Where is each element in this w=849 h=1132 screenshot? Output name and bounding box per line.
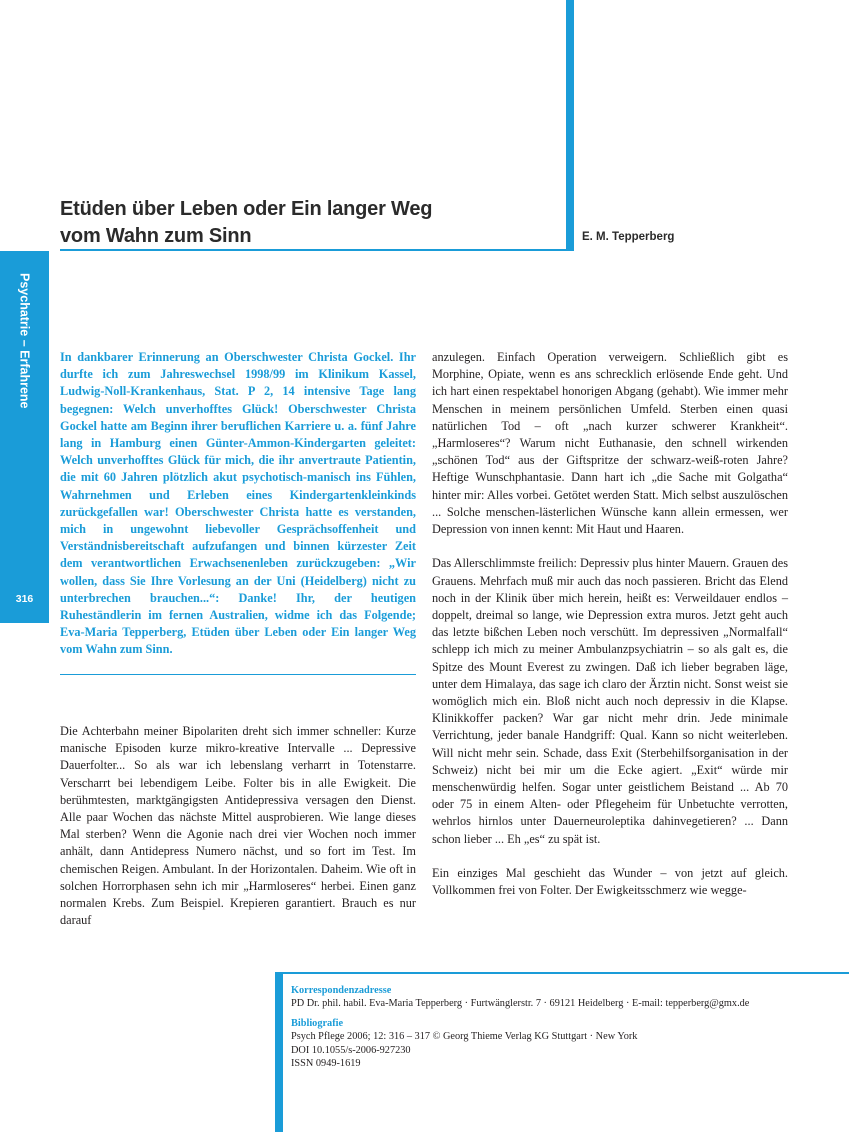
footer-accent-bar [275,972,283,1132]
footer-info [291,984,831,1070]
body-paragraph: Das Allerschlimmste freilich: Depressiv plus hinter Mauern. Grauen des Grauens. Mehrfach muß mir auch das noch passieren. Bricht das Elend noch in der Klinik über mich herein, heißt es: Verweildauer endlos – doppelt, dreimal so lange, wie Depression extra muros. Jetzt geht auch das letzte bißchen Leben noch verschütt. Im depressiven „Normalfall“ schlepp ich mich zu meiner Ambulanzpsychiatrin – so als galt es, die Spitze des Mount Everest zu zwingen. Daß ich lieber begraben läge, unter dem Himalaya, das sage ich claro der Ärztin nicht. Sonst weist sie womöglich mich ein. Bloß nicht auch noch depressiv in die Klapse. Klinikkoffer packen? War gar nicht mehr drin. Jede minimale Verrichtung, jeder banale Handgriff: Qual. Kann so nicht weiterleben. Will nicht mehr sein. Schade, dass Exit (Sterbehilfsorganisation in der Schweiz) nicht bei mir um die Ecke agiert. „Exit“ würde mir menschenwürdig helfen. Sogar unter geistlichem Beistand ... Ab 70 oder 75 in einem Alten- oder Pflegeheim für Unbetuchte verrotten, wehrlos hirnlos unter Dauerneuroleptika dahinvegetieren? ... Dann schon lieber ... Eh „es“ zu spät ist. [432,556,788,846]
correspondence-address: PD Dr. phil. habil. Eva-Maria Tepperberg · Furtwänglerstr. 7 · 69121 Heidelberg · E-mail: tepperberg@gmx.de [291,998,750,1010]
author-name: E. M. Tepperberg [582,231,675,243]
correspondence-heading: Korrespondenzadresse [291,985,392,996]
abstract-divider [60,674,416,675]
page-number: 316 [15,593,34,605]
footer-divider [275,972,849,974]
body-left-paragraph: Die Achterbahn meiner Bipolariten dreht sich immer schneller: Kurze manische Episoden kurze mikro-kreative Intervalle ... Depressive Dauerfolter... So als war ich lebenslang verharrt in Totenstarre. Verscharrt bei lebendigem Leibe. Folter bis in alle Ewigkeit. Die berühmtesten, marktgängigsten Antidepressiva versagen den Dienst. Alle paar Wochen das nächste Mittel ausprobieren. Wie lange dieses Mal sterben? Wenn die Agonie nach drei vier Wochen noch immer anhält, dann Antidepress Numero nächst, und so fort im Test. Im chemischen Reigen. Ambulant. In der Horizontalen. Daheim. Wie oft in solchen Horrorphasen sehn ich mir „Harmloseres“ herbei. Einen ganz normalen Krebs. Zum Beispiel. Krepieren garantiert. Brauch es nur darauf [60,724,416,928]
body-paragraph: Ein einziges Mal geschieht das Wunder – von jetzt auf gleich. Vollkommen frei von Folter. Der Ewigkeitsschmerz wie wegge- [432,866,788,898]
abstract: In dankbarer Erinnerung an Oberschwester Christa Gockel. Ihr durfte ich zum Jahreswechsel 1998/99 im Klinikum Kassel, Ludwig-Noll-Krankenhaus, Stat. P 2, 14 intensive Tage lang begegnen: Welch unverhofftes Glück! Oberschwester Christa Gockel hatte am Beginn ihrer beruflichen Karriere u. a. fünf Jahre lang in Hamburg einen Günter-Ammon-Kindergarten geleitet: Welch unverhofftes Glück für mich, die ihr anvertraute Patientin, die mit 60 Jahren plötzlich akut psychotisch-manisch ins Fühlen, Wahrnehmen und Erleben eines Kindergartenkleinkinds zurückgefallen war! Oberschwester Christa hatte es verstanden, mich in ungewohnt liebevoller Gesprächsoffenheit und Verständnisbereitschaft aufzufangen und binnen kürzester Zeit dem verantwortlichen Erwachsenenleben zurückzugeben: „Wir wollen, dass Sie Ihre Vorlesung an der Uni (Heidelberg) nicht zu unterbrechen brauchen...“: Danke! Ihr, der heutigen Ruheständlerin im fernen Australien, widme ich das Folgende; Eva-Maria Tepperberg, Etüden über Leben oder Ein langer Weg vom Wahn zum Sinn. [60,350,416,657]
bibliography-heading: Bibliografie [291,1017,344,1029]
article-title: Etüden über Leben oder Ein langer Weg vom Wahn zum Sinn [60,198,433,247]
body-paragraph: anzulegen. Einfach Operation verweigern. Schließlich gibt es Morphine, Opiate, wenn es ans schrecklich erlösende Ende geht. Und ich hart einen respektabel honorigen Abgang (gehabt). Wie immer mehr Menschen in meinem persönlichen Umfeld. Sterben einen quasi natürlichen Tod – oft „nach kurzer schwerer Krankheit“. „Harmloseres“? Warum nicht Euthanasie, den schnell wirkenden „schönen Tod“ aus der Giftspritze der schwarz-weiß-roten Jahre? Heftige Wunschphantasie. Dann hart ich „die Sache mit Golgatha“ hinter mir: Alles vorbei. Getötet werden Statt. Mich selbst auszulöschen ... Solche menschen-lästerlichen Wünsche kann allein ermessen, wer Depression von innen kennt: Mit Haut und Haaren. [432,350,788,537]
bibliography-doi: DOI 10.1055/s-2006-927230 [291,1044,411,1056]
section-label: Psychatrie – Erfahrene [17,273,32,409]
bibliography-issn: ISSN 0949-1619 [291,1058,361,1070]
bibliography-citation: Psych Pflege 2006; 12: 316 – 317 © Georg Thieme Verlag KG Stuttgart · New York [291,1031,638,1043]
top-accent-bar [566,0,574,251]
body-right-column [432,349,788,917]
